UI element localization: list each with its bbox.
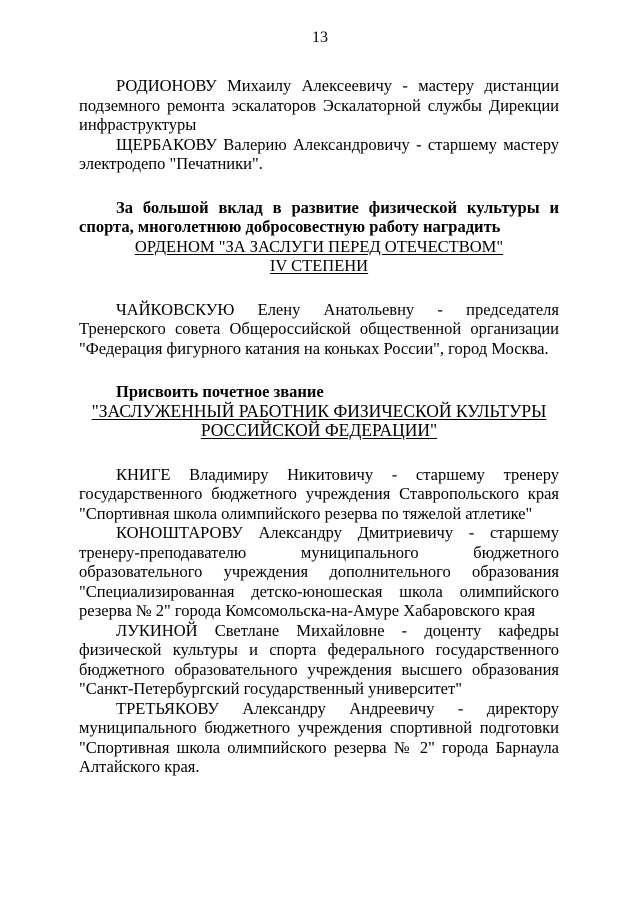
page-number: 13 bbox=[312, 29, 328, 46]
title-recipient: КНИГЕ Владимиру Никитовичу - старшему тренеру государственного бюджетного учреждения Ставропольского края "Спортивная школа олимпийского резерва по тяжелой атлетике" bbox=[79, 464, 559, 523]
title-recipient: КОНОШТАРОВУ Александру Дмитриевичу - старшему тренеру-преподавателю муниципального бюджетного образовательного учреждения дополнительного образования "Специализированная детско-юношеская школа олимпийского резерва № 2" города Комсомольска-на-Амуре Хабаровского края bbox=[79, 523, 559, 620]
award-intro: За большой вклад в развитие физической культуры и спорта, многолетнюю добросовестную работу наградить bbox=[79, 197, 559, 236]
document-body bbox=[79, 76, 559, 777]
order-heading-line: IV СТЕПЕНИ bbox=[269, 256, 369, 275]
recipient-paragraph: ЩЕРБАКОВУ Валерию Александровичу - старшему мастеру электродепо "Печатники". bbox=[79, 134, 559, 173]
title-heading bbox=[79, 402, 559, 441]
order-heading-line: ОРДЕНОМ "ЗА ЗАСЛУГИ ПЕРЕД ОТЕЧЕСТВОМ" bbox=[134, 236, 504, 256]
order-recipient: ЧАЙКОВСКУЮ Елену Анатольевну - председателя Тренерского совета Общероссийской общественной организации "Федерация фигурного катания на коньках России", город Москва. bbox=[79, 299, 559, 358]
title-heading-line: "ЗАСЛУЖЕННЫЙ РАБОТНИК ФИЗИЧЕСКОЙ КУЛЬТУРЫ bbox=[91, 400, 547, 421]
title-heading-line: РОССИЙСКОЙ ФЕДЕРАЦИИ" bbox=[200, 420, 438, 440]
title-recipient: ТРЕТЬЯКОВУ Александру Андреевичу - директору муниципального бюджетного учреждения спортивной подготовки "Спортивная школа олимпийского резерва № 2" города Барнаула Алтайского края. bbox=[79, 698, 559, 776]
title-intro: Присвоить почетное звание bbox=[116, 382, 324, 401]
order-heading bbox=[79, 237, 559, 276]
recipient-paragraph: РОДИОНОВУ Михаилу Алексеевичу - мастеру дистанции подземного ремонта эскалаторов Эскалаторной службы Дирекции инфраструктуры bbox=[79, 76, 559, 134]
title-recipient: ЛУКИНОЙ Светлане Михайловне - доценту кафедры физической культуры и спорта федерального государственного бюджетного образовательного учреждения высшего образования "Санкт-Петербургский государственный университет" bbox=[79, 620, 559, 698]
